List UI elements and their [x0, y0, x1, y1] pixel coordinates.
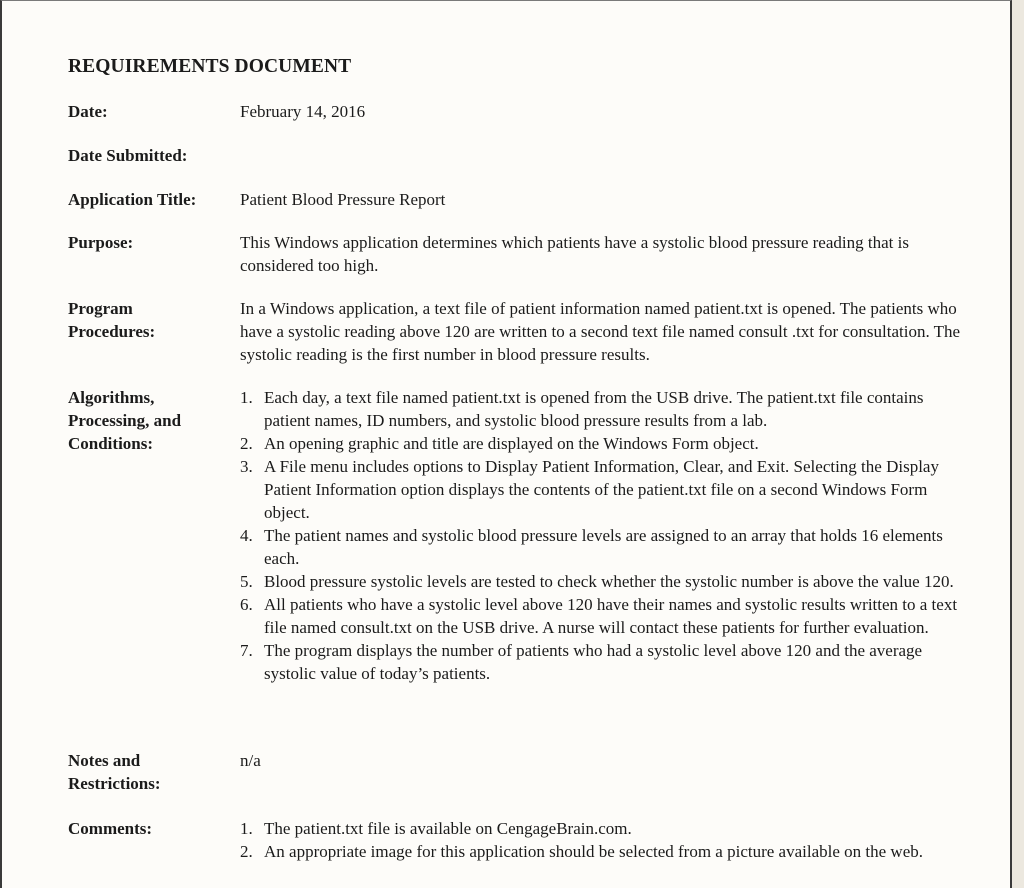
date-label: Date: — [68, 102, 108, 121]
comments-label: Comments: — [68, 819, 153, 838]
purpose-value: This Windows application determines which patients have a systolic blood pressure reading that is considered too high. — [240, 233, 909, 275]
list-item-number: 6. — [240, 595, 253, 614]
algorithms-row — [68, 386, 968, 731]
list-item-text: The program displays the number of patients who had a systolic level above 120 and the average systolic value of today’s patients. — [264, 641, 923, 683]
list-item-number: 4. — [240, 526, 253, 545]
list-item — [240, 455, 964, 524]
program-procedures-value: In a Windows application, a text file of patient information named patient.txt is opened. The patients who have a systolic reading above 120 are written to a second text file named consult .txt for consultation. The systolic reading is the first number in blood pressure results. — [240, 299, 961, 364]
list-item-number: 5. — [240, 572, 253, 591]
comments-list — [240, 817, 964, 863]
notes-label-line2: Restrictions: — [68, 774, 161, 793]
list-item-text: All patients who have a systolic level above 120 have their names and systolic results written to a text file named consult.txt on the USB drive. A nurse will contact these patients for further evaluation. — [264, 595, 958, 637]
algorithms-list-container — [240, 386, 964, 685]
list-item-number: 1. — [240, 388, 253, 407]
algorithms-label-line1: Algorithms, — [68, 388, 155, 407]
comments-row — [68, 817, 968, 886]
list-item-text: An appropriate image for this application should be selected from a picture available on the web. — [264, 842, 923, 861]
list-item-number: 2. — [240, 434, 253, 453]
comments-list-container — [240, 817, 964, 863]
notes-label — [68, 749, 236, 795]
list-item-number: 7. — [240, 641, 253, 660]
algorithms-label-line2: Processing, and — [68, 411, 182, 430]
algorithms-list — [240, 386, 964, 685]
list-item — [240, 840, 964, 863]
list-item — [240, 817, 964, 840]
list-item-number: 1. — [240, 819, 253, 838]
list-item-number: 3. — [240, 457, 253, 476]
program-procedures-label-line1: Program — [68, 299, 133, 318]
application-title-row — [68, 188, 968, 211]
purpose-row — [68, 231, 968, 277]
algorithms-label-line3: Conditions: — [68, 434, 154, 453]
list-item-text: Each day, a text file named patient.txt is opened from the USB drive. The patient.txt file contains patient names, ID numbers, and systolic blood pressure results from a lab. — [264, 388, 924, 430]
list-item-text: The patient.txt file is available on CengageBrain.com. — [264, 819, 632, 838]
date-submitted-label: Date Submitted: — [68, 146, 188, 165]
notes-value: n/a — [240, 751, 261, 770]
application-title-label: Application Title: — [68, 190, 197, 209]
list-item-text: An opening graphic and title are displayed on the Windows Form object. — [264, 434, 759, 453]
list-item — [240, 570, 964, 593]
program-procedures-label — [68, 297, 236, 343]
application-title-value: Patient Blood Pressure Report — [240, 190, 446, 209]
list-item — [240, 524, 964, 570]
list-item — [240, 386, 964, 432]
list-item-number: 2. — [240, 842, 253, 861]
algorithms-label — [68, 386, 236, 455]
date-submitted-row — [68, 144, 968, 167]
date-value: February 14, 2016 — [240, 102, 366, 121]
date-row — [68, 100, 968, 123]
document-title: REQUIREMENTS DOCUMENT — [68, 56, 352, 77]
notes-label-line1: Notes and — [68, 751, 141, 770]
program-procedures-label-line2: Procedures: — [68, 322, 156, 341]
list-item-text: Blood pressure systolic levels are tested to check whether the systolic number is above the value 120. — [264, 572, 954, 591]
list-item — [240, 639, 964, 685]
notes-row — [68, 749, 968, 795]
list-item-text: The patient names and systolic blood pressure levels are assigned to an array that holds 16 elements each. — [264, 526, 943, 568]
list-item — [240, 593, 964, 639]
list-item-text: A File menu includes options to Display Patient Information, Clear, and Exit. Selecting the Display Patient Information option displays the contents of the patient.txt file on a second Windows Form object. — [264, 457, 939, 522]
purpose-label: Purpose: — [68, 233, 134, 252]
program-procedures-row — [68, 297, 968, 366]
list-item — [240, 432, 964, 455]
